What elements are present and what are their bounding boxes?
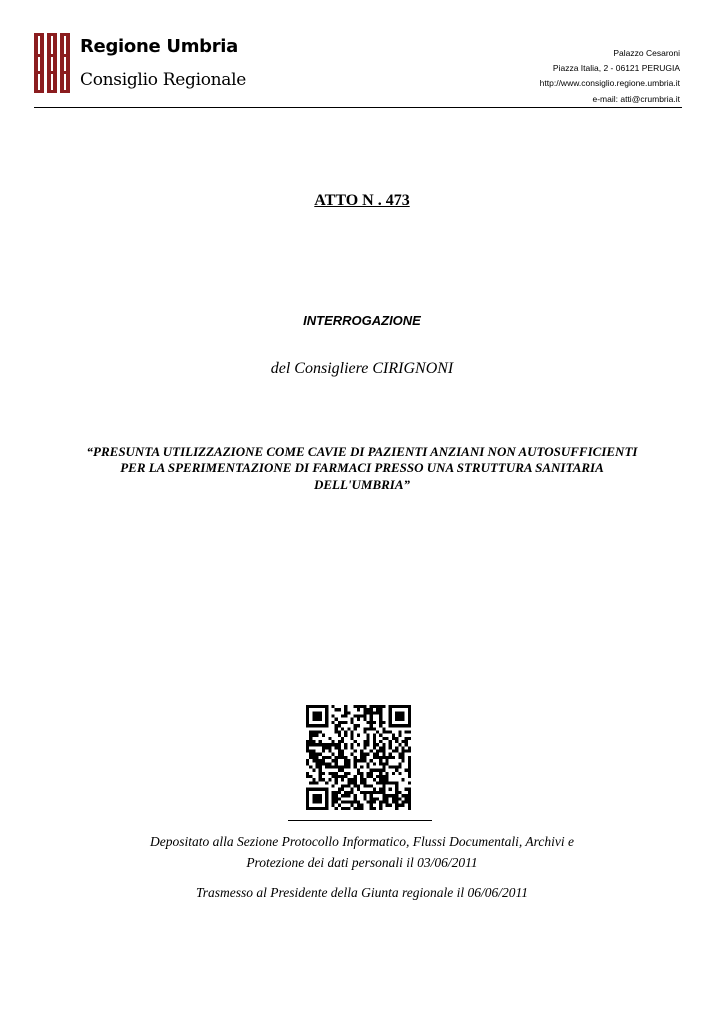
- deposit-line: Protezione dei dati personali il 03/06/2011: [246, 855, 478, 870]
- deposit-note: [60, 831, 664, 873]
- document-type: INTERROGAZIONE: [303, 313, 421, 328]
- subject-line: “PRESUNTA UTILIZZAZIONE COME CAVIE DI PAZIENTI ANZIANI NON AUTOSUFFICIENTI: [86, 444, 638, 459]
- logo-title: Regione Umbria: [80, 36, 239, 57]
- address-line: Piazza Italia, 2 - 06121 PERUGIA: [552, 63, 680, 74]
- subject: [40, 444, 684, 493]
- councillor: del Consigliere CIRIGNONI: [270, 360, 454, 377]
- logo-subtitle: Consiglio Regionale: [80, 70, 247, 90]
- email-link[interactable]: e-mail: atti@crumbria.it: [592, 93, 680, 104]
- signature-line: [288, 820, 432, 821]
- address-line: Palazzo Cesaroni: [613, 48, 680, 58]
- header-divider: [34, 107, 682, 108]
- address-block: [540, 46, 680, 107]
- subject-line: DELL'UMBRIA”: [313, 476, 411, 492]
- deposit-line: Depositato alla Sezione Protocollo Informatico, Flussi Documentali, Archivi e: [150, 834, 574, 849]
- atto-number: ATTO N . 473: [314, 192, 410, 209]
- subject-line: PER LA SPERIMENTAZIONE DI FARMACI PRESSO UNA STRUTTURA SANITARIA: [120, 460, 604, 476]
- website-link[interactable]: http://www.consiglio.regione.umbria.it: [539, 78, 680, 89]
- transmission-note: Trasmesso al Presidente della Giunta regionale il 06/06/2011: [195, 885, 529, 900]
- qr-code-icon: [306, 705, 411, 810]
- regione-umbria-logo-icon: [34, 33, 70, 93]
